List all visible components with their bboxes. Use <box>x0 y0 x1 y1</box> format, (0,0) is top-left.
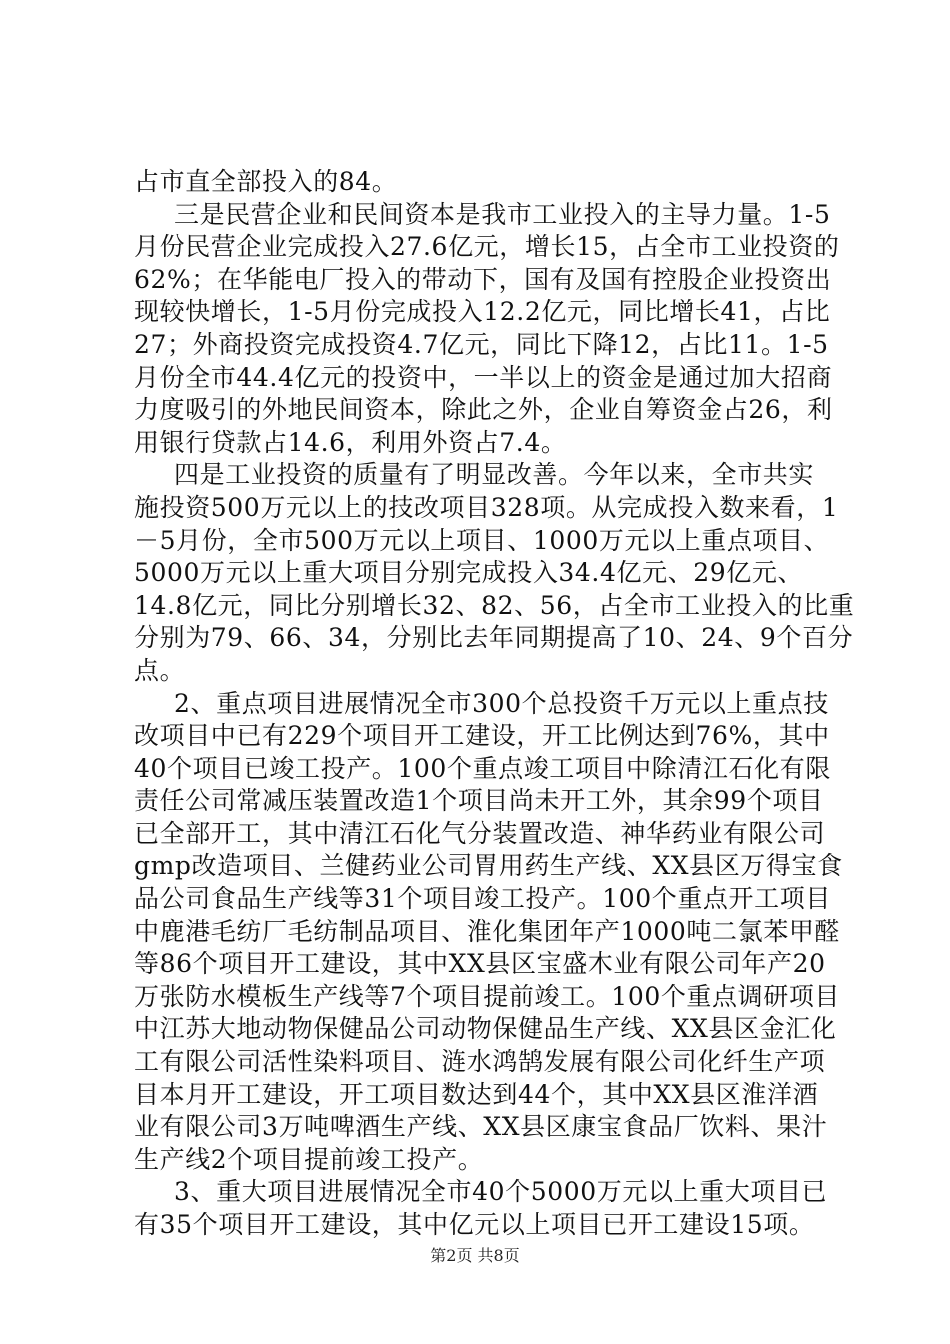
text-line: 占市直全部投入的84。 <box>134 167 398 196</box>
text-line: 业有限公司3万吨啤酒生产线、XX县区康宝食品厂饮料、果汁 <box>134 1112 828 1142</box>
text-line: 品公司食品生产线等31个项目竣工投产。100个重点开工项目 <box>134 884 831 914</box>
text-line: 等86个项目开工建设，其中XX县区宝盛木业有限公司年产20 <box>134 949 826 979</box>
text-line: 力度吸引的外地民间资本，除此之外，企业自筹资金占26，利 <box>134 395 833 425</box>
text-line: 已全部开工，其中清江石化气分装置改造、神华药业有限公司 <box>134 818 826 848</box>
text-line: gmp改造项目、兰健药业公司胃用药生产线、XX县区万得宝食 <box>134 851 843 881</box>
text-line: 施投资500万元以上的技改项目328项。从完成投入数来看，1 <box>134 492 839 522</box>
page-footer <box>0 1243 950 1266</box>
text-line: 27；外商投资完成投资4.7亿元，同比下降12，占比11。1-5 <box>134 329 829 359</box>
text-line: 万张防水模板生产线等7个项目提前竣工。100个重点调研项目 <box>134 981 841 1011</box>
text-line: 目本月开工建设，开工项目数达到44个，其中XX县区淮洋酒 <box>134 1079 819 1109</box>
text-line: 14.8亿元，同比分别增长32、82、56，占全市工业投入的比重 <box>134 590 855 620</box>
paragraph-first-line: 三是民营企业和民间资本是我市工业投入的主导力量。1-5 <box>174 199 831 229</box>
paragraph-first-line: 3、重大项目进展情况全市40个5000万元以上重大项目已 <box>174 1177 828 1207</box>
text-line: 点。 <box>134 655 186 685</box>
text-line: 40个项目已竣工投产。100个重点竣工项目中除清江石化有限 <box>134 753 831 783</box>
page-number-label: 第2页 共8页 <box>430 1246 520 1265</box>
text-line: 改项目中已有229个项目开工建设，开工比例达到76%，其中 <box>134 721 830 751</box>
text-line: 责任公司常减压装置改造1个项目尚未开工外，其余99个项目 <box>134 786 824 816</box>
text-line: 分别为79、66、34，分别比去年同期提高了10、24、9个百分 <box>134 623 854 653</box>
paragraph-first-line: 四是工业投资的质量有了明显改善。今年以来，全市共实 <box>174 460 815 490</box>
paragraph-first-line: 2、重点项目进展情况全市300个总投资千万元以上重点技 <box>174 688 829 718</box>
text-line: 用银行贷款占14.6，利用外资占7.4。 <box>134 427 567 457</box>
text-line: 月份民营企业完成投入27.6亿元，增长15，占全市工业投资的 <box>134 232 840 262</box>
text-line: 现较快增长，1-5月份完成投入12.2亿元，同比增长41，占比 <box>134 297 831 327</box>
text-line: －5月份，全市500万元以上项目、1000万元以上重点项目、 <box>134 525 830 555</box>
text-line: 中鹿港毛纺厂毛纺制品项目、淮化集团年产1000吨二氯苯甲醛 <box>134 916 841 946</box>
text-line: 62%；在华能电厂投入的带动下，国有及国有控股企业投资出 <box>134 264 832 294</box>
text-line: 5000万元以上重大项目分别完成投入34.4亿元、29亿元、 <box>134 558 804 588</box>
text-line: 生产线2个项目提前竣工投产。 <box>134 1144 484 1174</box>
text-line: 月份全市44.4亿元的投资中，一半以上的资金是通过加大招商 <box>134 362 833 392</box>
text-line: 有35个项目开工建设，其中亿元以上项目已开工建设15项。 <box>134 1210 815 1239</box>
document-body <box>134 166 855 1242</box>
text-line: 工有限公司活性染料项目、涟水鸿鹄发展有限公司化纤生产项 <box>134 1047 826 1077</box>
text-line: 中江苏大地动物保健品公司动物保健品生产线、XX县区金汇化 <box>134 1014 837 1044</box>
